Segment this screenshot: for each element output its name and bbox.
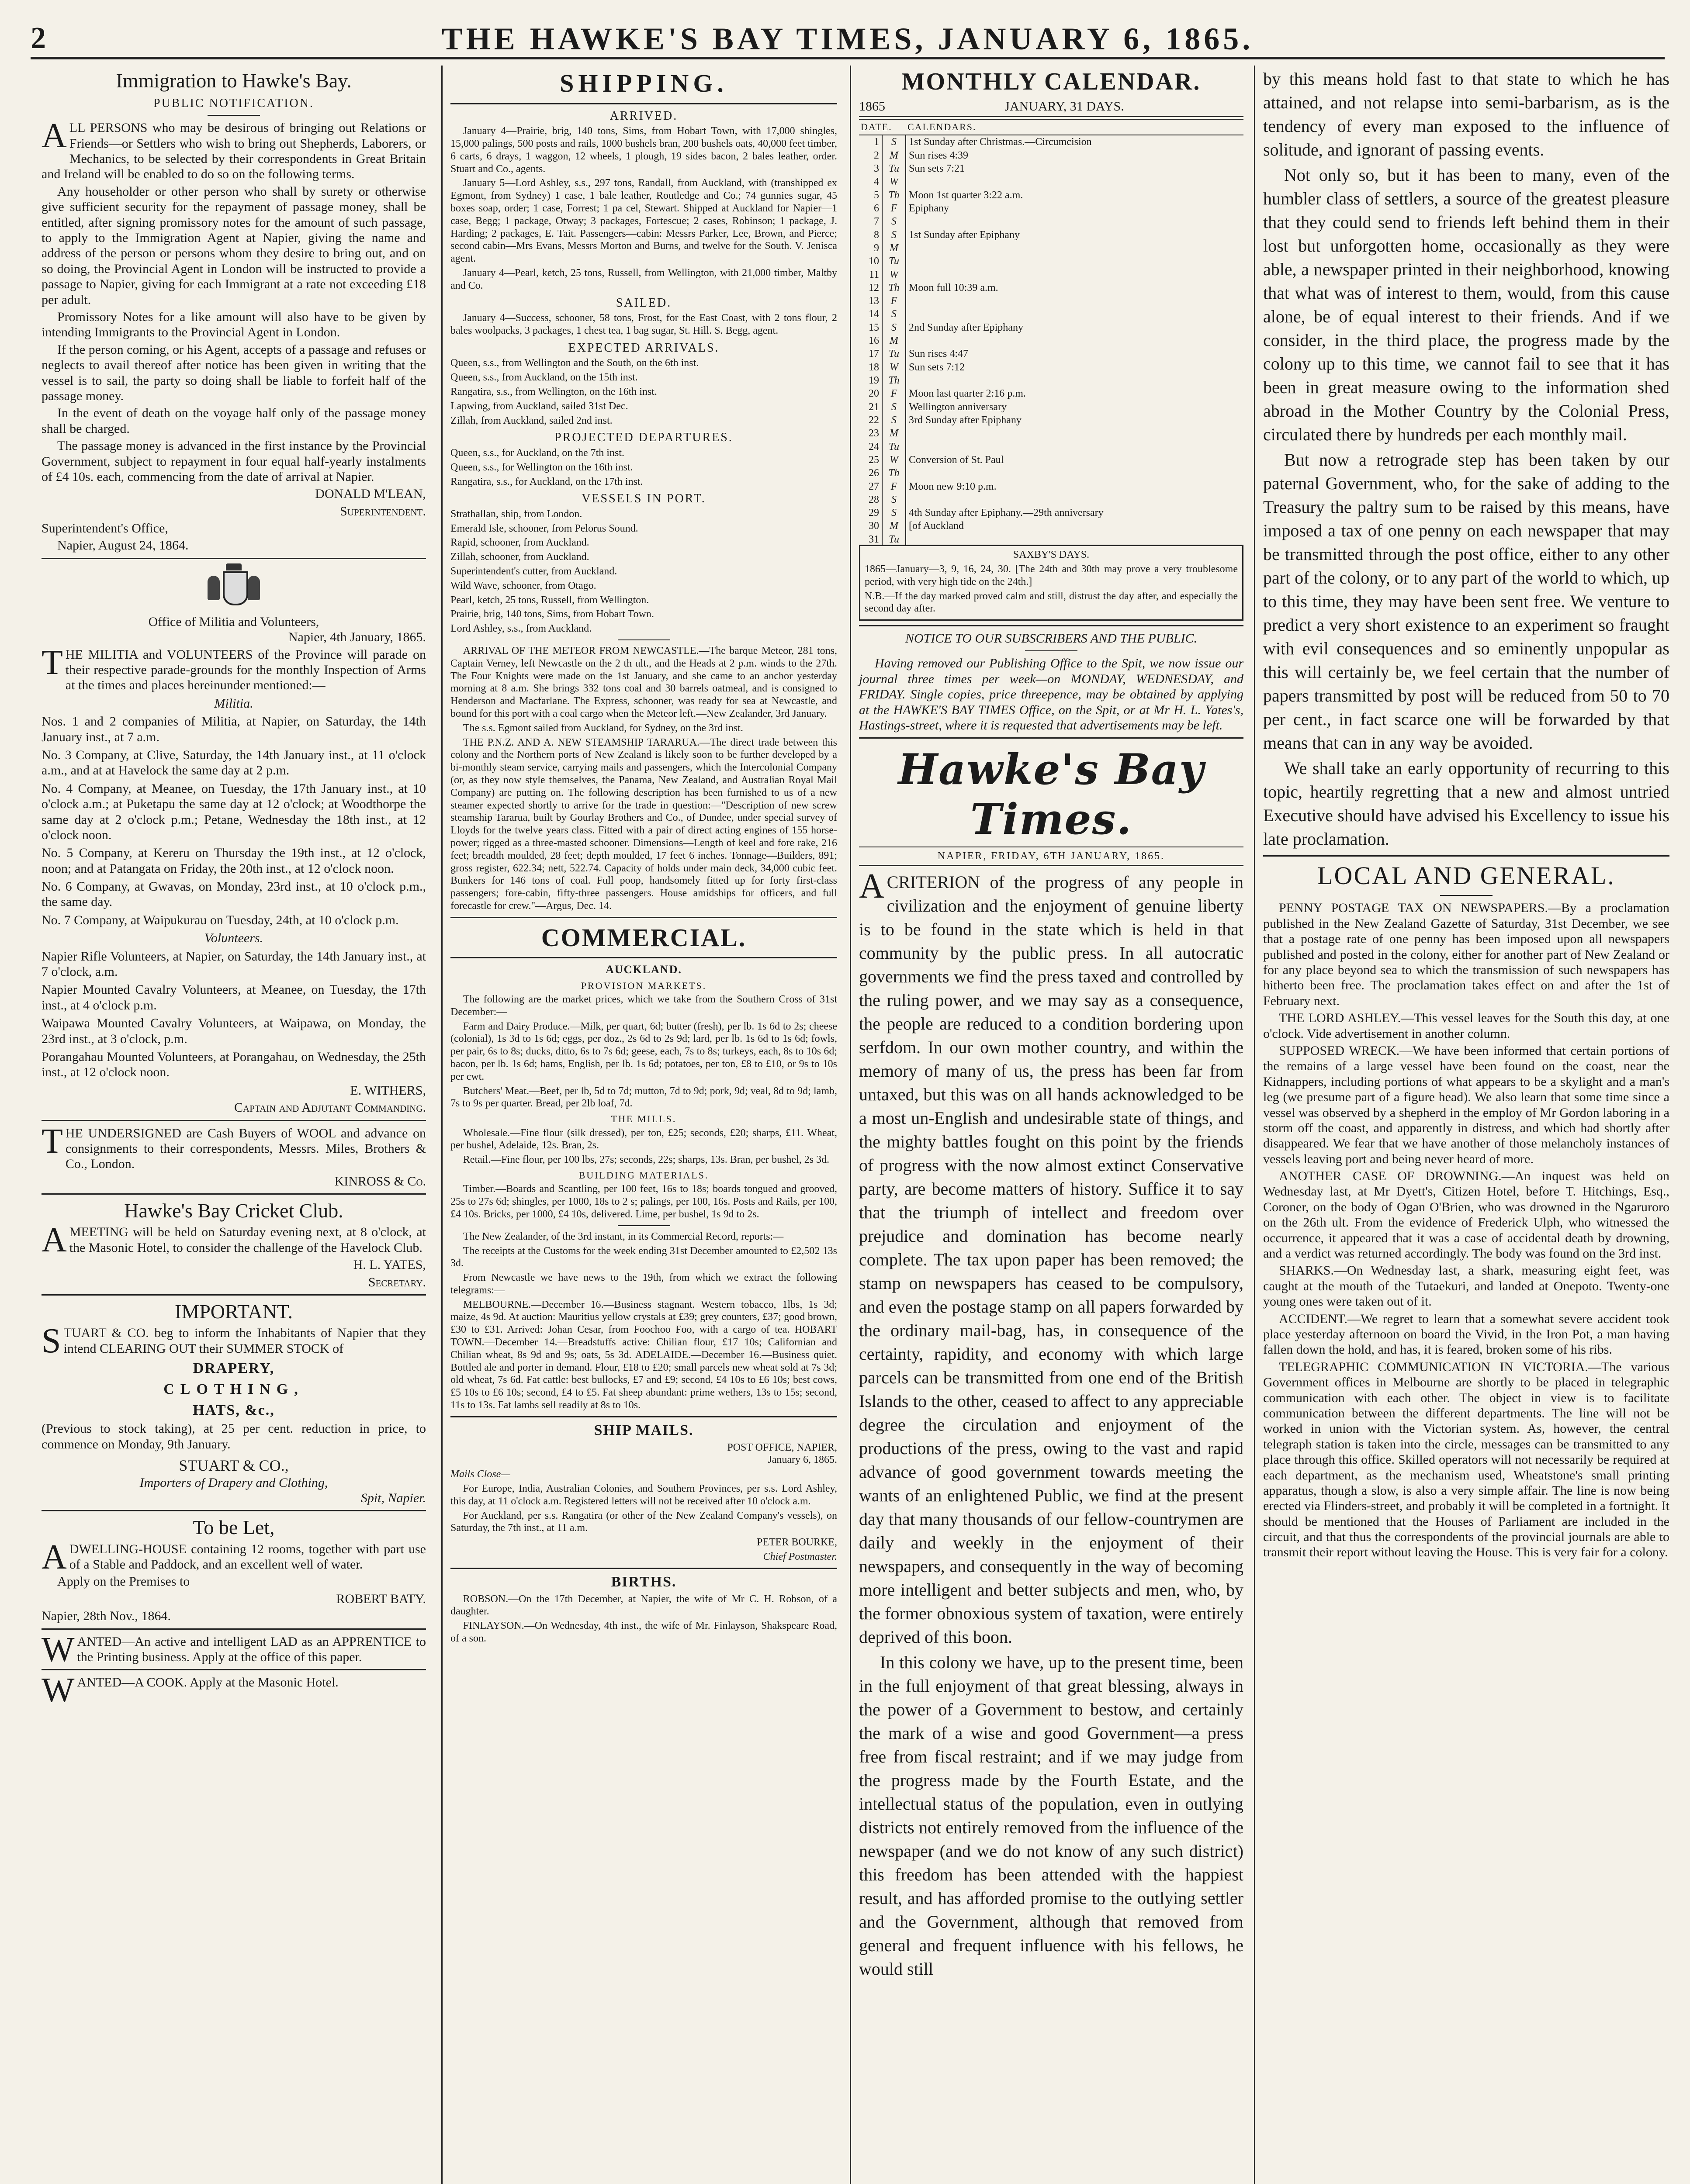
calendar-weekday: Tu — [882, 533, 906, 546]
calendar-row — [859, 308, 1243, 321]
calendar-day-number: 7 — [859, 215, 882, 228]
wanted-apprentice-ad: WANTED—An active and intelligent LAD as an APPRENTICE to the Printing business. Apply at the office of this paper. — [42, 1630, 426, 1669]
list-item: January 4—Success, schooner, 58 tons, Frost, for the East Coast, with 2 tons flour, 2 bales woolpacks, 3 packages, 1 chest tea, 1 bag sugar, St. Hill. S. Begg, agent. — [450, 312, 837, 336]
calendar-month-row — [859, 99, 1243, 117]
calendar-weekday: M — [882, 519, 906, 532]
building-heading: BUILDING MATERIALS. — [578, 1169, 709, 1181]
important-text: STUART & CO. beg to inform the Inhabitants of Napier that they intend CLEARING OUT their SUMMER STOCK of — [42, 1322, 426, 1361]
customs-text: The receipts at the Customs for the week ending 31st December amounted to £2,502 13s 3d. — [450, 1245, 837, 1269]
calendar-row — [859, 440, 1243, 453]
list-item: Rapid, schooner, from Auckland. — [450, 537, 589, 549]
editorial-cont-2: Not only so, but it has been to many, even of the humbler class of settlers, a source of the greatest pleasure that they could send to friends left behind them in their lost but unforgotten home, occasionally as they were able, a newspaper printed in their neighborhood, knowing that what was of interest to them, would, from this cause alone, be of equal interest to their friends. And if we consider, in the third place, the progress made by the colony up to this time, we cannot fail to see that it has been in great measure owing to the information shed abroad in the Mother Country by the Colonial Press, circulated there by hundreds per each monthly mail. — [1263, 165, 1669, 444]
editorial-para-1: ACRITERION of the progress of any people in civilization and the enjoyment of genuine liberty is to be found in the state which is held in that community by the public press. In all autocratic governments we find the press taxed and controlled by the ruling power, and we may say as a consequence, the people are reduced to a condition bordering upon serfdom. In our own mother country, and within the memory of many of us, the press has been far from untaxed, but this was on all hands acknowledged to be a most un-English and undesirable state of things, and the mighty battles fought on this point by the friends of progress with the now almost extinct Conservative party, are become matters of history. Suffice it to say that the triumph of intellect and freedom over prejudice and domination has become nearly complete. The tax upon paper has been removed; the stamp on newspapers has ceased to be compulsory, and even the postage stamp on all papers forwarded by the ordinary mail-bag, has, in consequence of the certainty, rapidity, and economy with which large parcels can be transmitted from one end of the British Islands to the other, ceased to affect to any appreciable degree the circulation and enjoyment of the productions of the press, owing to the vast and rapid advance of good government towards meeting the wants of an enlightened Public, we find at the present day that many thousands of our fellow-countrymen are daily and weekly in the enjoyment of their newspapers, and consequently in the way of becoming more intelligent and better subjects and men, who, by the former obnoxious system of taxation, were entirely deprived of this boon. — [859, 867, 1243, 1647]
calendar-row — [859, 242, 1243, 255]
editorial-cont-3: But now a retrograde step has been taken by our paternal Government, who, for the sake of adding to the Treasury the paltry sum to be raised by this means, have imposed a tax of one penny on each newspaper that may be transmitted through the post office, either to any other part of the colony, or to any part of the world to which, up to this time, they may have been sent free. We venture to predict a very short existence to an experiment so fraught with evil consequences and so eminently unpopular as this will certainly be, we feel certain that the number of papers transmitted by post will be reduced from 50 to 70 per cent., in fact scarce one will be forwarded by that means that can in any way be avoided. — [1263, 450, 1669, 753]
calendar-event: Sun rises 4:47 — [909, 348, 969, 360]
divider — [42, 1510, 426, 1511]
column-1 — [42, 66, 426, 2184]
calendar-event: 3rd Sunday after Epiphany — [909, 414, 1022, 426]
divider — [859, 625, 1243, 626]
cricket-sig-title: Secretary. — [368, 1275, 426, 1289]
calendar-weekday: F — [882, 480, 906, 493]
list-item: Queen, s.s., for Auckland, on the 7th inst. — [450, 447, 624, 459]
mills-heading: THE MILLS. — [611, 1113, 677, 1125]
mails-text: For Europe, India, Australian Colonies, and Southern Provinces, per s.s. Lord Ashley, this day, at 11 o'clock a.m. Registered letters will not be received after 10 o'clock a.m. — [450, 1483, 837, 1507]
auckland-heading: AUCKLAND. — [606, 963, 682, 976]
local-item: PENNY POSTAGE TAX ON NEWSPAPERS.—By a proclamation published in the New Zealand Gazette of Saturday, 31st December, we see that a postage rate of one penny has been imposed upon all newspapers published and posted in the colony, either for another part of New Zealand or for any place beyond sea to which the transmission of such newspapers has hitherto been free. The proclamation takes effect on and after the 1st of February next. — [1263, 901, 1669, 1008]
calendar-weekday: S — [882, 215, 906, 228]
calendar-day-number: 8 — [859, 228, 882, 242]
calendar-weekday: M — [882, 149, 906, 162]
newspaper-title: THE HAWKE'S BAY TIMES, JANUARY 6, 1865. — [441, 21, 1254, 56]
cricket-signature: H. L. YATES, — [353, 1258, 426, 1272]
immigration-office: Superintendent's Office, — [42, 521, 168, 536]
immigration-date: Napier, August 24, 1864. — [57, 538, 189, 553]
militia-office: Office of Militia and Volunteers, — [148, 614, 319, 629]
calendar-weekday: W — [882, 361, 906, 374]
list-item: January 4—Pearl, ketch, 25 tons, Russell, from Wellington, with 21,000 timber, Maltby and Co. — [450, 267, 837, 291]
dateline: NAPIER, FRIDAY, 6TH JANUARY, 1865. — [859, 847, 1243, 866]
calendar-row — [859, 519, 1243, 532]
markets-intro: The following are the market prices, which we take from the Southern Cross of 31st December:— — [450, 993, 837, 1018]
calendar-row — [859, 294, 1243, 308]
divider — [1440, 895, 1493, 896]
calendar-day-number: 2 — [859, 149, 882, 162]
calendar-event — [906, 175, 1243, 188]
tolet-date: Napier, 28th Nov., 1864. — [42, 1609, 171, 1624]
calendar-row — [859, 162, 1243, 175]
calendar-event — [906, 294, 1243, 308]
militia-date: Napier, 4th January, 1865. — [288, 630, 426, 645]
po-office: POST OFFICE, NAPIER, — [727, 1441, 837, 1453]
calendar-row — [859, 453, 1243, 467]
editorial-cont-1: by this means hold fast to that state to which he has attained, and not relapse into semi-barbarism, as is the tendency of every man exposed to the influence of solitude, and ignorant of passing events. — [1263, 69, 1669, 159]
calendar-event: Wellington anniversary — [909, 401, 1007, 413]
calendar-event: [of Auckland — [909, 520, 964, 532]
calendar-day-number: 13 — [859, 294, 882, 308]
calendar-row — [859, 149, 1243, 162]
calendar-row — [859, 374, 1243, 387]
calendar-day-number: 5 — [859, 189, 882, 202]
notice-text: Having removed our Publishing Office to the Spit, we now issue our journal three times per week—on MONDAY, WEDNESDAY, and FRIDAY. Single copies, price threepence, may be obtained by applying at the HAWKE'S BAY TIMES Office, on the Spit, or at Mr H. L. Yates's, Hastings-street, where it is requested that advertisements may be left. — [859, 656, 1243, 733]
militia-intro: THE MILITIA and VOLUNTEERS of the Province will parade on their respective parade-grounds for the monthly Inspection of Arms at the times and places hereinunder mentioned:— — [42, 643, 426, 693]
births-heading: BIRTHS. — [611, 1573, 677, 1590]
list-item: Napier Mounted Cavalry Volunteers, at Meanee, on Tuesday, the 17th inst., at 4 o'clock p.m. — [42, 982, 426, 1013]
calendar-day-number: 28 — [859, 493, 882, 506]
calendar-event: Epiphany — [909, 202, 949, 214]
list-item: Rangatira, s.s., for Auckland, on the 17th inst. — [450, 476, 643, 487]
calendar-event: Sun sets 7:12 — [909, 361, 965, 373]
list-item: No. 6 Company, at Gwavas, on Monday, 23rd inst., at 10 o'clock p.m., the same day. — [42, 879, 426, 909]
calendar-year: 1865 — [859, 99, 885, 114]
calendar-event: Moon 1st quarter 3:22 a.m. — [909, 189, 1023, 201]
calendar-weekday: F — [882, 387, 906, 400]
calendar-weekday: S — [882, 308, 906, 321]
local-heading: LOCAL AND GENERAL. — [1317, 861, 1615, 890]
list-item: Queen, s.s., from Auckland, on the 15th inst. — [450, 372, 638, 384]
calendar-event — [906, 427, 1243, 440]
royal-arms-icon — [208, 567, 260, 611]
calendar-row — [859, 334, 1243, 347]
list-item: No. 7 Company, at Waipukurau on Tuesday, 24th, at 10 o'clock p.m. — [42, 912, 399, 927]
calendar-row — [859, 401, 1243, 414]
calendar-day-number: 16 — [859, 334, 882, 347]
arrived-heading: ARRIVED. — [610, 109, 678, 123]
masthead — [31, 17, 1665, 59]
important-text-2: (Previous to stock taking), at 25 per cent. reduction in price, to commence on Monday, 9th January. — [42, 1421, 426, 1451]
paper-title: Hawke's Bay Times. — [898, 745, 1205, 844]
wool-signature: KINROSS & Co. — [334, 1174, 426, 1189]
meteor-article: ARRIVAL OF THE METEOR FROM NEWCASTLE.—The barque Meteor, 281 tons, Captain Verney, left Newcastle on the 2 th ult., and the Heads at 2 p.m. winds to the 27th. The Four Knights were made on the 1st January, and she came to an anchor yesterday morning at 8 a.m. She brings 332 tons coal and 30 barrels oatmeal, and is consigned to Henderson and Macfarlane. The Express, schooner, was ready for sea at Newcastle, and bound for this port with a coal cargo when the Meteor left.—New Zealander, 3rd January. — [450, 645, 837, 720]
editorial-cont-4: We shall take an early opportunity of recurring to this topic, heartily regretting that a new and almost untried Executive should have advised his Excellency to issue his late proclamation. — [1263, 758, 1669, 849]
sailed-heading: SAILED. — [616, 296, 672, 310]
volunteers-label: Volunteers. — [204, 931, 263, 946]
divider — [618, 639, 670, 640]
divider — [42, 1628, 426, 1630]
markets-text: Farm and Dairy Produce.—Milk, per quart, 6d; butter (fresh), per lb. 1s 6d to 2s; cheese (colonial), 1s 3d to 1s 6d; eggs, per doz., 2s 6d to 2s 9d; lard, per lb. 1s 6d to 1s 6d; fowls, per pair, 6s to 8s; ducks, ditto, 6s to 7s 6d; geese, each, 7s to 8s; turkeys, each, 8s to 10s 6d; bacon, per lb. 1s 6d; hams, English, per lb. 1s 6d; potatoes, per ton, £8 to £10, or 9s to 10s per cwt. — [450, 1020, 837, 1082]
calendar-weekday: S — [882, 506, 906, 519]
divider — [450, 957, 837, 958]
calendar-row — [859, 427, 1243, 440]
calendar-weekday: Th — [882, 467, 906, 480]
calendar-event: Moon new 9:10 p.m. — [909, 480, 997, 492]
divider — [42, 1669, 426, 1670]
list-item: Nos. 1 and 2 companies of Militia, at Napier, on Saturday, the 14th January inst., at 7 a.m. — [42, 714, 426, 744]
calendar-row — [859, 255, 1243, 268]
militia-label: Militia. — [214, 696, 253, 711]
calendar-day-number: 12 — [859, 281, 882, 294]
list-item: Napier Rifle Volunteers, at Napier, on Saturday, the 14th January inst., at 7 o'clock, a.m. — [42, 949, 426, 979]
volunteers-list — [42, 949, 426, 1080]
list-item: January 4—Prairie, brig, 140 tons, Sims, from Hobart Town, with 17,000 shingles, 15,000 palings, 500 posts and rails, 1000 bushels bran, 200 bushels oats, 40,000 feet timber, 6 carts, 6 drays, 1 waggon, 12 wheels, 1 plough, 19 sides bacon, 2 bales leather, order. Stuart and Co., agents. — [450, 125, 837, 175]
local-item: ANOTHER CASE OF DROWNING.—An inquest was held on Wednesday last, at Mr Dyett's, Citizen Hotel, before T. Hitchings, Esq., Coroner, on the body of Ogan O'Brien, who was drowned in the Ngaruroro on the 26th ult. From the evidence of Frederick Ulph, who witnessed the occurrence, it appeared that it was a case of accidental death by drowning, and a verdict was returned accordingly. The body was found on the 3rd inst. — [1263, 1169, 1669, 1261]
expected-heading: EXPECTED ARRIVALS. — [568, 341, 720, 355]
calendar-event — [906, 215, 1243, 228]
provision-heading: PROVISION MARKETS. — [581, 980, 707, 991]
list-item: No. 3 Company, at Clive, Saturday, the 14th January inst., at 11 o'clock a.m., and at at Havelock the same day at 2 p.m. — [42, 747, 426, 778]
calendar-weekday: Tu — [882, 255, 906, 268]
divider — [1263, 855, 1669, 857]
important-sig-title: Importers of Drapery and Clothing, — [139, 1475, 328, 1490]
calendar-row — [859, 281, 1243, 294]
calendar-day-number: 4 — [859, 175, 882, 188]
tolet-heading: To be Let, — [193, 1516, 275, 1539]
calendar-event — [906, 334, 1243, 347]
calendar-day-number: 15 — [859, 321, 882, 334]
calendar-row — [859, 493, 1243, 506]
calendar-event — [906, 440, 1243, 453]
tolet-apply: Apply on the Premises to — [57, 1574, 190, 1589]
calendar-row — [859, 467, 1243, 480]
divider — [42, 1193, 426, 1195]
mills-text: Wholesale.—Fine flour (silk dressed), per ton, £25; seconds, £20; sharps, £11. Wheat, per bushel, Adelaide, 12s. Bran, 2s. — [450, 1127, 837, 1151]
calendar-day-number: 14 — [859, 308, 882, 321]
retail-text: Retail.—Fine flour, per 100 lbs, 27s; seconds, 22s; sharps, 13s. Bran, per bushel, 2s 3d. — [463, 1154, 830, 1166]
list-item: No. 5 Company, at Kereru on Thursday the 19th inst., at 12 o'clock, noon; and at Patangata on Friday, the 20th inst., at 12 o'clock noon. — [42, 846, 426, 876]
page-number: 2 — [31, 21, 46, 55]
calendar-event: 1st Sunday after Epiphany — [909, 229, 1020, 241]
calendar-event: 4th Sunday after Epiphany.—29th anniversary — [909, 507, 1104, 519]
calendar-day-number: 10 — [859, 255, 882, 268]
calendar-event: Conversion of St. Paul — [909, 454, 1004, 466]
divider — [450, 1416, 837, 1417]
tolet-text: ADWELLING-HOUSE containing 12 rooms, together with part use of a Stable and Paddock, and an excellent well of water. — [42, 1538, 426, 1576]
calendar-weekday: S — [882, 135, 906, 149]
list-item: Emerald Isle, schooner, from Pelorus Sound. — [450, 522, 638, 534]
immigration-para-2: Any householder or other person who shall by surety or otherwise give sufficient security for the repayment of passage money, shall be entitled, after signing promissory notes for the amount of such passage, to apply to the Immigration Agent at Napier, giving the name and address of the person or persons whom they desire to bring out, and on so doing, the Provincial Agent in London will be instructed to provide a passage to Napier, giving for each Immigrant at a rate not exceeding £18 per adult. — [42, 184, 426, 307]
calendar-event: 1st Sunday after Christmas.—Circumcision — [909, 136, 1092, 148]
calendar-event: Sun rises 4:39 — [909, 149, 969, 161]
militia-sig-title: Captain and Adjutant Commanding. — [234, 1100, 426, 1115]
calendar-day-number: 6 — [859, 202, 882, 215]
important-line: HATS, &c., — [193, 1402, 275, 1419]
list-item: Queen, s.s., from Wellington and the South, on the 6th inst. — [450, 357, 699, 369]
calendar-weekday: F — [882, 202, 906, 215]
local-item: THE LORD ASHLEY.—This vessel leaves for the South this day, at one o'clock. Vide advertisement in another column. — [1263, 1011, 1669, 1041]
militia-signature: E. WITHERS, — [350, 1083, 426, 1098]
immigration-para-6: The passage money is advanced in the first instance by the Provincial Government, subject to repayment in four equal half-yearly instalments of £4 10s. each, commencing from the date of arrival at Napier. — [42, 439, 426, 484]
calendar-day-number: 17 — [859, 347, 882, 360]
tolet-signature: ROBERT BATY. — [336, 1591, 426, 1606]
calendar-event — [906, 493, 1243, 506]
saxby-title: SAXBY'S DAYS. — [1013, 549, 1090, 561]
calendar-day-number: 9 — [859, 242, 882, 255]
po-signature: PETER BOURKE, — [756, 1537, 837, 1548]
calendar-event: Moon full 10:39 a.m. — [909, 282, 998, 294]
important-line: DRAPERY, — [193, 1360, 275, 1376]
list-item: Prairie, brig, 140 tons, Sims, from Hobart Town. — [450, 608, 654, 620]
list-item: January 5—Lord Ashley, s.s., 297 tons, Randall, from Auckland, with (transhipped ex Egmont, from Sydney) 1 case, 1 bale leather, Routledge and Co.; 74 gunnies sugar, 45 boxes soap, order; 1 case, Forrest; 1 pa cel, Stewart. Shipped at Auckland for Napier—1 case, Begg; 1 package, Otway; 3 packages, Fortescue; 2 cases, Robinson; 1 package, J. Harding; 2 packages, E. Tait. Passengers—cabin: Messrs Parker, Lee, Brown, and Pierce; second cabin—Mrs Evans, Messrs Morton and Burns, and twelve for the South. V. Jenisca agent. — [450, 177, 837, 265]
divider — [618, 1225, 670, 1226]
calendar-title: MONTHLY CALENDAR. — [901, 68, 1201, 95]
calendar-row — [859, 202, 1243, 215]
calendar-row — [859, 189, 1243, 202]
calendar-event — [906, 268, 1243, 281]
divider — [42, 1120, 426, 1121]
list-item: Pearl, ketch, 25 tons, Russell, from Wellington. — [450, 594, 649, 606]
calendar-month: JANUARY, 31 DAYS. — [1004, 99, 1124, 114]
wanted-cook-ad: WANTED—A COOK. Apply at the Masonic Hotel. — [42, 1671, 339, 1710]
building-text: Timber.—Boards and Scantling, per 100 feet, 16s to 18s; boards tongued and grooved, 25s to 27s 6d; shingles, per 1000, 18s to 2 s; palings, per 100, 16s. Posts and Rails, per 100, £4 10s. Bricks, per 1000, £4 10s, delivered. Lime, per bushel, 1s 9d to 2s. — [450, 1183, 837, 1220]
important-heading: IMPORTANT. — [175, 1300, 293, 1323]
calendar-weekday: S — [882, 493, 906, 506]
divider — [450, 917, 837, 918]
column-2 — [441, 66, 837, 2184]
calendar-row — [859, 480, 1243, 493]
calendar-row — [859, 387, 1243, 400]
local-item: TELEGRAPHIC COMMUNICATION IN VICTORIA.—The various Government offices in Melbourne are shortly to be placed in telegraphic communication with each other. The object in view is to facilitate communication between the different departments. The line will not be worked in union with the Victorian system. As, however, the central telegraph station is taken into the circle, messages can be transmitted to any place through this office. Skilled operators will not necessarily be required at each department, as the mechanism used, Wheatstone's small printing apparatus, though a slow, is also a very simple affair. The line is now being erected via Flinders-street, and probably it will be completed in a fortnight. It should be mentioned that the Houses of Parliament are included in the circuit, and that thus the correspondents of the provincial journals are able to transmit their report without leaving the House. This is very fair for a colony. — [1263, 1359, 1669, 1560]
important-line: CLOTHING, — [163, 1381, 304, 1398]
calendar-day-number: 20 — [859, 387, 882, 400]
immigration-para-5: In the event of death on the voyage half only of the passage money shall be charged. — [42, 406, 426, 436]
calendar-weekday: W — [882, 175, 906, 188]
immigration-para-4: If the person coming, or his Agent, accepts of a passage and refuses or neglects to avail thereof after notice has been given in writing that the vessel is to sail, the party so doing shall be liable to forfeit half of the passage money. — [42, 342, 426, 403]
list-item: Wild Wave, schooner, from Otago. — [450, 580, 596, 591]
immigration-sig-title: Superintendent. — [340, 504, 426, 518]
calendar-row — [859, 361, 1243, 374]
calendar-row — [859, 268, 1243, 281]
calendar-day-number: 29 — [859, 506, 882, 519]
calendar-weekday: Tu — [882, 440, 906, 453]
immigration-heading: Immigration to Hawke's Bay. — [116, 69, 352, 92]
local-item: SUPPOSED WRECK.—We have been informed that certain portions of the remains of a large vessel have been found on the coast, near the Kidnappers, including portions of what appears to be a skylight and a man's leg (we presume part of a figure head). We also learn that some time since a vessel was observed by a shepherd in the employ of Mr Gordon laboring in a storm off the coast, and apparently in distress, and which had shortly after disappeared. We fear that we have another of those melancholy instances of vessels leaving port and being never heard of more. — [1263, 1043, 1669, 1166]
egmont-article: The s.s. Egmont sailed from Auckland, for Sydney, on the 3rd inst. — [463, 722, 743, 734]
calendar-row — [859, 215, 1243, 228]
calendar-weekday: Th — [882, 374, 906, 387]
immigration-para-3: Promissory Notes for a like amount will also have to be given by intending Immigrants to the Provincial Agent in London. — [42, 309, 426, 340]
calendar-weekday: S — [882, 414, 906, 427]
calendar-row — [859, 175, 1243, 188]
calendar-row — [859, 135, 1243, 149]
calendar-day-number: 11 — [859, 268, 882, 281]
militia-list — [42, 714, 426, 928]
saxby-box — [859, 545, 1243, 621]
projected-heading: PROJECTED DEPARTURES. — [554, 431, 733, 445]
list-item: Lapwing, from Auckland, sailed 31st Dec. — [450, 400, 628, 412]
cricket-heading: Hawke's Bay Cricket Club. — [124, 1199, 343, 1222]
zealander-text: The New Zealander, of the 3rd instant, in its Commercial Record, reports:— — [463, 1230, 784, 1242]
calendar-event — [906, 533, 1243, 546]
calendar-event: Sun sets 7:21 — [909, 163, 965, 175]
list-item: Strathallan, ship, from London. — [450, 508, 582, 520]
divider — [42, 1294, 426, 1296]
calendar-weekday: Th — [882, 189, 906, 202]
mails-close: Mails Close— — [450, 1469, 510, 1480]
wool-ad: THE UNDERSIGNED are Cash Buyers of WOOL and advance on consignments to their correspondents, Messrs. Miles, Brothers & Co., London. — [42, 1122, 426, 1171]
cricket-text: AMEETING will be held on Saturday evening next, at 8 o'clock, at the Masonic Hotel, to consider the challenge of the Havelock Club. — [42, 1221, 426, 1260]
divider — [1025, 650, 1077, 651]
calendar-weekday: S — [882, 321, 906, 334]
calendar-weekday: S — [882, 228, 906, 242]
calendar-day-number: 27 — [859, 480, 882, 493]
immigration-subheading: PUBLIC NOTIFICATION. — [153, 97, 314, 111]
saxby-nb: N.B.—If the day marked proved calm and still, distrust the day after, and especially the second day after. — [865, 590, 1238, 615]
calendar-day-number: 19 — [859, 374, 882, 387]
local-item: SHARKS.—On Wednesday last, a shark, measuring eight feet, was caught at the mouth of the Tutaekuri, and landed at Onepoto. Twenty-one young ones were taken out of it. — [1263, 1263, 1669, 1309]
list-item: FINLAYSON.—On Wednesday, 4th inst., the wife of Mr. Finlayson, Shakspeare Road, of a son. — [450, 1620, 837, 1645]
calendar-day-number: 1 — [859, 135, 882, 149]
calendar-row — [859, 414, 1243, 427]
po-title: Chief Postmaster. — [763, 1551, 837, 1563]
shipmails-heading: SHIP MAILS. — [594, 1422, 694, 1438]
list-item: Superintendent's cutter, from Auckland. — [450, 566, 617, 577]
calendar-day-number: 31 — [859, 533, 882, 546]
calendar-weekday: M — [882, 242, 906, 255]
column-3 — [850, 66, 1243, 2184]
list-item: Lord Ashley, s.s., from Auckland. — [450, 623, 592, 635]
list-item: Zillah, from Auckland, sailed 2nd inst. — [450, 415, 613, 426]
calendar-event — [906, 255, 1243, 268]
calendar-weekday: W — [882, 268, 906, 281]
editorial-para-2: In this colony we have, up to the present time, been in the full enjoyment of that great blessing, always in the power of a Government to bestow, and certainly the mark of a wise and good Government—a press free from fiscal restraint; and if we may judge from the progress made by the Fourth Estate, and the intellectual status of the population, even in outlying districts not entirely removed from the influence of the newspaper (and we do not know of any such district) this freedom has been attended with the happiest result, and has afforded promise to the outlying settler and the Government, although that removed from general and frequent influence with his fellows, he would still — [859, 1652, 1243, 1979]
divider — [859, 737, 1243, 739]
notice-title: NOTICE TO OUR SUBSCRIBERS AND THE PUBLIC. — [905, 631, 1198, 646]
tararua-article: THE P.N.Z. AND A. NEW STEAMSHIP TARARUA.—The direct trade between this colony and the Northern ports of New Zealand is likely soon to be further developed by a bi-monthly steam service, carrying mails and passengers, which the Intercolonial Company (or, as they now style themselves, the Panama, New Zealand, and Australian Royal Mail Company) are putting on. The following description has been furnished to us of a new steamer expected shortly to arrive for the trade in question:—"Description of new screw steamship Tararua, built by Gourlay Brothers and Co., of Dundee, under special survey of Lloyds for the twelve years class. Fitted with a pair of direct acting engines of 155 horse-power; rigged as a three-masted schooner. Dimensions—Length of keel and fore rake, 216 feet; breadth moulded, 28 feet; depth moulded, 17 feet 6 inches. Tonnage—Builders, 891; gross register, 622.34; nett, 522.74. Capacity of holds under main deck, 34,000 cubic feet. Bunkers for 146 tons of coal. Full poop, handsomely fitted up for forty first-class passengers; fore-cabin, fifty-three passengers. House amidships for officers, and full forecastle for crew."—Argus, Dec. 14. — [450, 736, 837, 912]
shipping-heading: SHIPPING. — [560, 69, 728, 97]
calendar-weekday: F — [882, 294, 906, 308]
calendar-event: Moon last quarter 2:16 p.m. — [909, 388, 1026, 400]
calendar-row — [859, 347, 1243, 360]
list-item: Porangahau Mounted Volunteers, at Porangahau, on Wednesday, the 25th inst., at 12 o'clock noon. — [42, 1050, 426, 1080]
calendar-date-header: DATE. — [859, 119, 906, 135]
calendar-row — [859, 533, 1243, 546]
saxby-text: 1865—January—3, 9, 16, 24, 30. [The 24th and 30th may prove a very troublesome period, with very high tide on the 24th.] — [865, 563, 1238, 587]
list-item: Queen, s.s., for Wellington on the 16th inst. — [450, 461, 633, 473]
calendar-day-number: 3 — [859, 162, 882, 175]
calendar-day-number: 18 — [859, 361, 882, 374]
calendar-event — [906, 308, 1243, 321]
mails-text-2: For Auckland, per s.s. Rangatira (or other of the New Zealand Company's vessels), on Saturday, the 7th inst., at 11 a.m. — [450, 1510, 837, 1534]
list-item: No. 4 Company, at Meanee, on Tuesday, the 17th January inst., at 10 o'clock a.m.; at Puketapu the same day at 12 o'clock; at Woodthorpe the same day at 2 o'clock p.m.; Petane, Wednesday the 18th inst., at 12 o'clock noon. — [42, 781, 426, 842]
important-sig-place: Spit, Napier. — [360, 1490, 426, 1505]
calendar-day-number: 30 — [859, 519, 882, 532]
po-date: January 6, 1865. — [768, 1454, 837, 1466]
calendar-event — [906, 374, 1243, 387]
list-item: Rangatira, s.s., from Wellington, on the 16th inst. — [450, 386, 657, 397]
calendar-event — [906, 242, 1243, 255]
calendar-row — [859, 228, 1243, 242]
calendar-weekday: W — [882, 453, 906, 467]
butchers-text: Butchers' Meat.—Beef, per lb, 5d to 7d; mutton, 7d to 9d; pork, 9d; veal, 8d to 9d; lamb, 7s to 9s per quarter. Bread, per 2lb loaf, 7d. — [450, 1085, 837, 1109]
vessels-heading: VESSELS IN PORT. — [582, 492, 706, 506]
calendar-event — [906, 467, 1243, 480]
immigration-para-1: ALL PERSONS who may be desirous of bringing out Relations or Friends—or Settlers who wish to bring out Shepherds, Laborers, or Mechanics, to be selected by their correspondents in Great Britain and Ireland will be enabled to do so on the following terms. — [42, 117, 426, 182]
list-item: ROBSON.—On the 17th December, at Napier, the wife of Mr C. H. Robson, of a daughter. — [450, 1593, 837, 1617]
calendar-day-number: 23 — [859, 427, 882, 440]
calendar-day-number: 21 — [859, 401, 882, 414]
calendar-weekday: S — [882, 401, 906, 414]
calendar-weekday: M — [882, 334, 906, 347]
calendar-calendars-header: CALENDARS. — [906, 119, 1243, 135]
telegrams-text: MELBOURNE.—December 16.—Business stagnant. Western tobacco, 1lbs, 1s 3d; maize, 4s 9d. At auction: Mauritius yellow crystals at £39; grey counters, £37; good brown, £30 to £31. Arrived: Johan Cesar, from Foochoo Foo, with a cargo of tea. HOBART TOWN.—December 14.—Breadstuffs active: Chilian flour, £17 10s; Californian and Chilian wheat, 8s 9d and 9s; oats, 5s 3d. ADELAIDE.—December 16.—Business quiet. Bottled ale and porter in demand. Flour, £18 to £20; small parcels new wheat sold at 7s 3d; old wheat, 7s 6d. Fat cattle: best bullocks, £7 and £9; second, £4 10s to £6 10s; best cows, £5 10s to £6 10s; second, £4 to £5. Fat sheep abundant: prime wethers, 13s to 15s; second, 11s to 13s. Fat lambs sell readily at 8s to 10s. — [450, 1299, 837, 1411]
list-item: Zillah, schooner, from Auckland. — [450, 551, 589, 563]
calendar-weekday: Tu — [882, 347, 906, 360]
calendar-row — [859, 506, 1243, 519]
calendar-table — [859, 119, 1243, 546]
divider — [450, 1568, 837, 1569]
calendar-row — [859, 321, 1243, 334]
column-4 — [1254, 66, 1669, 2184]
divider — [42, 558, 426, 559]
calendar-event: 2nd Sunday after Epiphany — [909, 321, 1023, 333]
newcastle-text: From Newcastle we have news to the 19th, from which we extract the following telegrams:— — [450, 1272, 837, 1296]
calendar-day-number: 25 — [859, 453, 882, 467]
divider — [450, 103, 837, 104]
important-signature: STUART & CO., — [179, 1457, 289, 1475]
calendar-day-number: 22 — [859, 414, 882, 427]
commercial-heading: COMMERCIAL. — [541, 923, 747, 952]
calendar-weekday: M — [882, 427, 906, 440]
calendar-day-number: 26 — [859, 467, 882, 480]
divider — [208, 115, 260, 116]
immigration-signature: DONALD M'LEAN, — [315, 487, 426, 501]
calendar-day-number: 24 — [859, 440, 882, 453]
calendar-weekday: Th — [882, 281, 906, 294]
list-item: Waipawa Mounted Cavalry Volunteers, at Waipawa, on Monday, the 23rd inst., at 3 o'clock, p.m. — [42, 1016, 426, 1046]
calendar-weekday: Tu — [882, 162, 906, 175]
local-item: ACCIDENT.—We regret to learn that a somewhat severe accident took place yesterday afternoon on board the Vivid, in the Iron Pot, a man having fallen down the hold, and has, it is feared, broken some of his ribs. — [1263, 1311, 1669, 1357]
